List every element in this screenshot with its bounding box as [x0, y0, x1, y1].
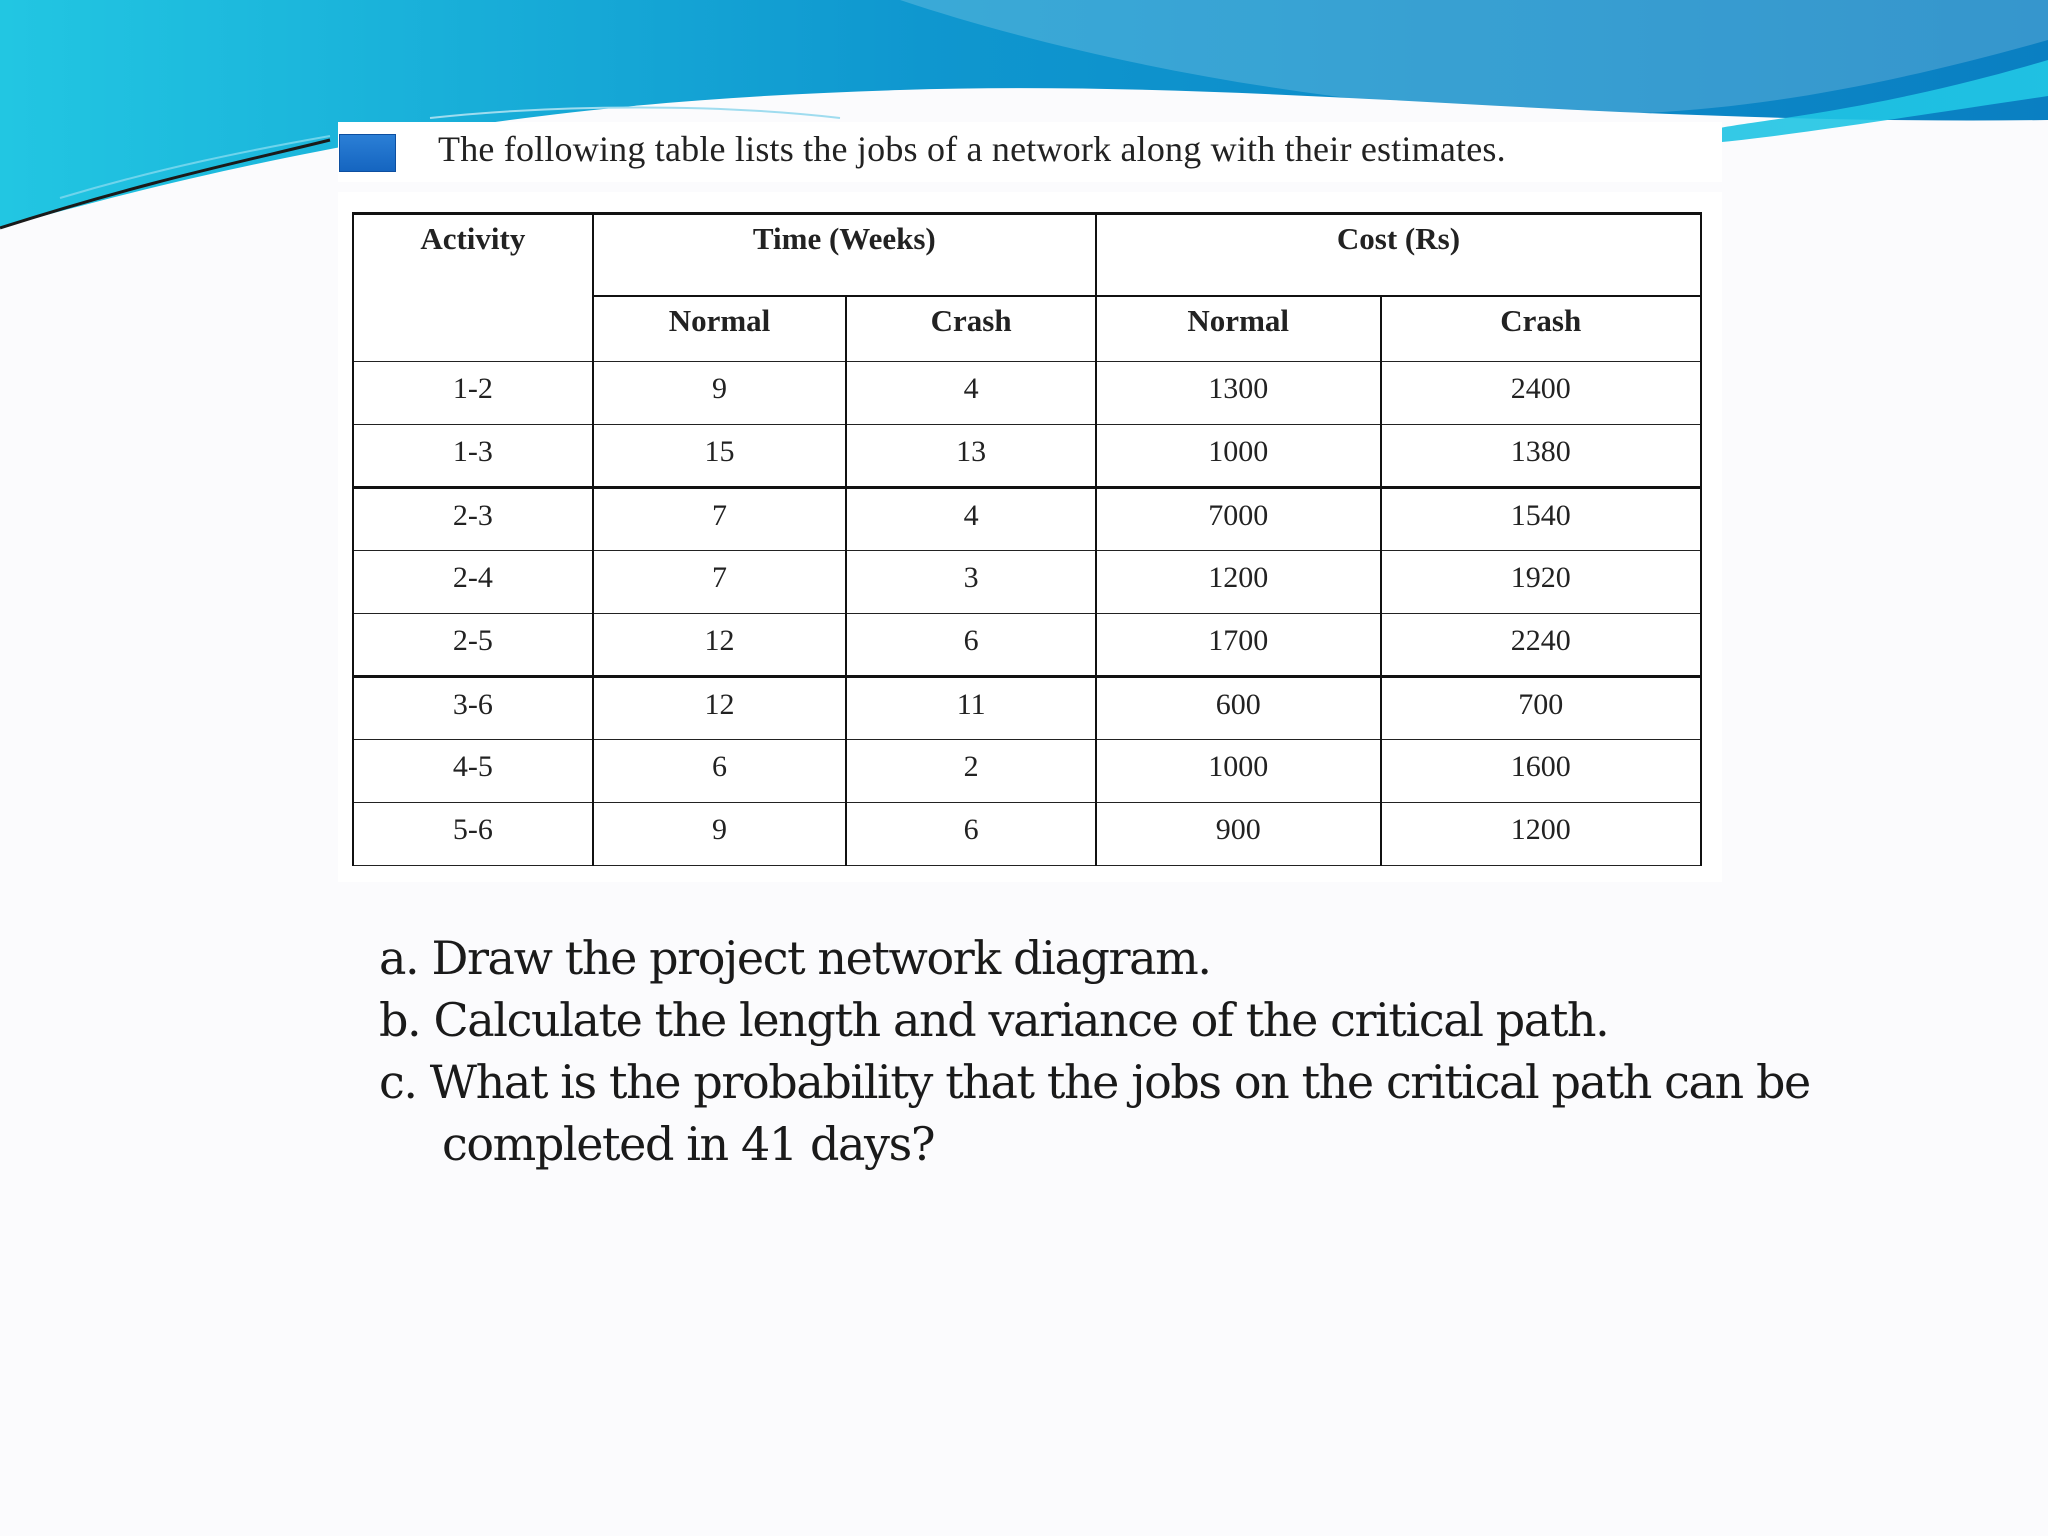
cell-time-normal: 15: [593, 425, 847, 488]
cell-time-normal: 12: [593, 677, 847, 740]
table-row: [353, 425, 1701, 488]
cell-time-normal: 6: [593, 740, 847, 803]
cell-time-normal: 12: [593, 614, 847, 677]
cell-activity: 1-2: [353, 362, 593, 425]
cell-time-crash: 3: [846, 551, 1096, 614]
cell-time-crash: 13: [846, 425, 1096, 488]
questions-list: [379, 927, 1810, 1175]
cell-time-normal: 7: [593, 551, 847, 614]
intro-text: The following table lists the jobs of a network along with their estimates.: [438, 129, 1506, 169]
cell-cost-normal: 900: [1096, 803, 1381, 866]
bullet-square-icon: [339, 134, 396, 172]
cell-cost-crash: 1600: [1381, 740, 1701, 803]
header-time-crash: Crash: [846, 296, 1096, 362]
question-c: c. What is the probability that the jobs on the critical path can be: [379, 1055, 1810, 1109]
header-cost-crash: Crash: [1381, 296, 1701, 362]
cell-time-normal: 9: [593, 362, 847, 425]
table-header-row: [353, 214, 1701, 296]
cell-activity: 5-6: [353, 803, 593, 866]
cell-time-crash: 4: [846, 362, 1096, 425]
cell-activity: 1-3: [353, 425, 593, 488]
cell-activity: 3-6: [353, 677, 593, 740]
cell-cost-normal: 1200: [1096, 551, 1381, 614]
cell-time-crash: 11: [846, 677, 1096, 740]
header-time-normal: Normal: [593, 296, 847, 362]
table-row: [353, 362, 1701, 425]
table-row: [353, 803, 1701, 866]
cell-cost-crash: 2240: [1381, 614, 1701, 677]
cell-activity: 2-5: [353, 614, 593, 677]
cell-cost-normal: 1700: [1096, 614, 1381, 677]
cell-cost-normal: 1300: [1096, 362, 1381, 425]
table-row: [353, 551, 1701, 614]
cell-time-normal: 7: [593, 488, 847, 551]
table-row: [353, 677, 1701, 740]
cell-cost-crash: 1540: [1381, 488, 1701, 551]
header-activity: Activity: [353, 214, 593, 362]
question-c-continuation: completed in 41 days?: [442, 1117, 935, 1171]
cell-time-crash: 6: [846, 803, 1096, 866]
header-time-group: Time (Weeks): [593, 214, 1096, 296]
cell-activity: 2-4: [353, 551, 593, 614]
cell-activity: 4-5: [353, 740, 593, 803]
cell-activity: 2-3: [353, 488, 593, 551]
jobs-table: [352, 212, 1702, 866]
cell-cost-crash: 700: [1381, 677, 1701, 740]
cell-time-normal: 9: [593, 803, 847, 866]
cell-time-crash: 4: [846, 488, 1096, 551]
cell-cost-crash: 1920: [1381, 551, 1701, 614]
cell-cost-normal: 1000: [1096, 425, 1381, 488]
cell-time-crash: 6: [846, 614, 1096, 677]
table-row: [353, 614, 1701, 677]
cell-cost-normal: 1000: [1096, 740, 1381, 803]
cell-cost-crash: 1200: [1381, 803, 1701, 866]
cell-cost-crash: 1380: [1381, 425, 1701, 488]
cell-cost-normal: 600: [1096, 677, 1381, 740]
cell-cost-crash: 2400: [1381, 362, 1701, 425]
table-row: [353, 488, 1701, 551]
header-cost-normal: Normal: [1096, 296, 1381, 362]
cell-time-crash: 2: [846, 740, 1096, 803]
header-cost-group: Cost (Rs): [1096, 214, 1701, 296]
question-a: a. Draw the project network diagram.: [379, 931, 1211, 985]
cell-cost-normal: 7000: [1096, 488, 1381, 551]
question-b: b. Calculate the length and variance of the critical path.: [379, 993, 1609, 1047]
table-row: [353, 740, 1701, 803]
